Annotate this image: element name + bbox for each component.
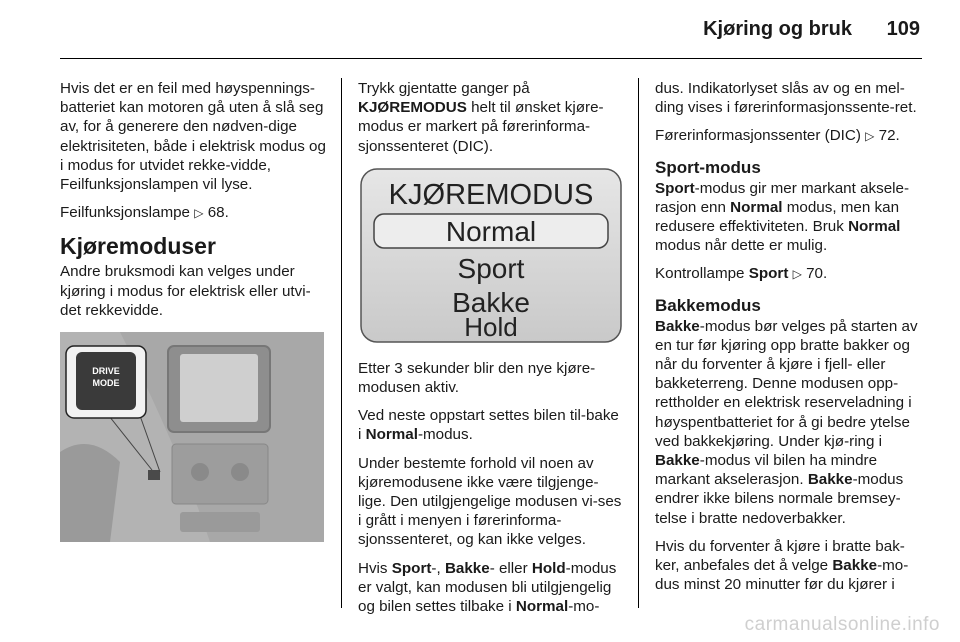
subsection-heading-sport: Sport-modus [655,157,761,177]
paragraph: Etter 3 sekunder blir den nye kjøre-modusen aktiv. [358,359,596,397]
paragraph: dus. Indikatorlyset slås av og en mel-ding vises i førerinformasjonssente-ret. [655,80,917,117]
svg-text:MODE: MODE [92,378,120,389]
page-arrow-icon: ▷ [792,267,802,282]
paragraph: Hvis Sport-, Bakke- eller Hold-modus er valgt, kan modusen bli utilgjengelig og bilen settes tilbake i Normal-mo- [358,559,617,616]
paragraph: Sport-modus gir mer markant aksele-rasjon enn Normal modus, men kan redusere effektiviteten. Bruk Normal modus når dette er mulig. [655,179,910,255]
paragraph: Hvis du forventer å kjøre i bratte bak-ker, anbefales det å velge Bakke-mo-dus minst 20 minutter før du kjører i [655,537,909,594]
display-title: KJØREMODUS [388,178,594,211]
drive-mode-display [360,168,622,343]
display-item-sport: Sport [457,252,525,284]
page-header-title: Kjøring og bruk [703,18,852,40]
column-divider [638,78,639,608]
paragraph: Under bestemte forhold vil noen av kjøremodusene ikke være tilgjenge-lige. Den utilgjengelige modusen vi-ses i grått i menyen i førerinforma-sjonssenteret, og kan ikke velges. [358,454,622,549]
paragraph: Andre bruksmodi kan velges under kjøring i modus for elektrisk eller utvi-det rekkevidde. [60,263,311,319]
column-right [655,79,925,603]
paragraph: Bakke-modus bør velges på starten av en tur før kjøring opp bratte bakker og når du forventer å kjøre i fjell- eller bakketerreng. Denne modusen opp-rettholder en elektrisk reserveladning i høyspentbatteriet for å gi bedre ytelse ved bakkekjøring. Under kjø-ring i Bakke-modus vil bilen ha mindre markant akselerasjon. Bakke-modus endrer ikke bilens normale bremsey-telse i bratte nedoverbakker. [655,317,918,527]
paragraph: Trykk gjentatte ganger på KJØREMODUS helt til ønsket kjøre-modus er markert på førerinforma-sjonssenteret (DIC). [358,80,604,155]
subsection-heading-bakke: Bakkemodus [655,295,761,315]
page-arrow-icon: ▷ [194,206,204,221]
page-arrow-icon: ▷ [865,129,875,144]
drive-mode-label: DRIVE [92,366,120,377]
mode-keyword: KJØREMODUS [358,99,467,117]
cross-reference: Førerinformasjonssenter (DIC) ▷ 72. [655,127,900,145]
display-item-normal: Normal [445,215,537,247]
paragraph: Ved neste oppstart settes bilen til-bake i Normal-modus. [358,407,619,444]
section-heading: Kjøremoduser [60,233,216,260]
column-divider [341,78,342,608]
paragraph: Hvis det er en feil med høyspennings-batteriet kan motoren gå uten å slå seg av, for å generere den nødven-dige elektrisiteten, både i elektrisk modus og i modus for utvidet rekke-vidde, Feilfunksjonslampen vil lyse. [60,80,326,194]
display-item-bakke: Bakke [452,286,530,318]
cross-reference: Feilfunksjonslampe ▷ 68. [60,204,229,222]
column-left [60,79,330,542]
header-rule [60,58,922,59]
drive-mode-button-photo [60,332,324,542]
watermark: carmanualsonline.info [744,614,940,635]
page-number: 109 [886,18,920,40]
column-middle [358,79,626,625]
display-item-hold: Hold [464,311,518,342]
cross-reference: Kontrollampe Sport ▷ 70. [655,265,828,283]
